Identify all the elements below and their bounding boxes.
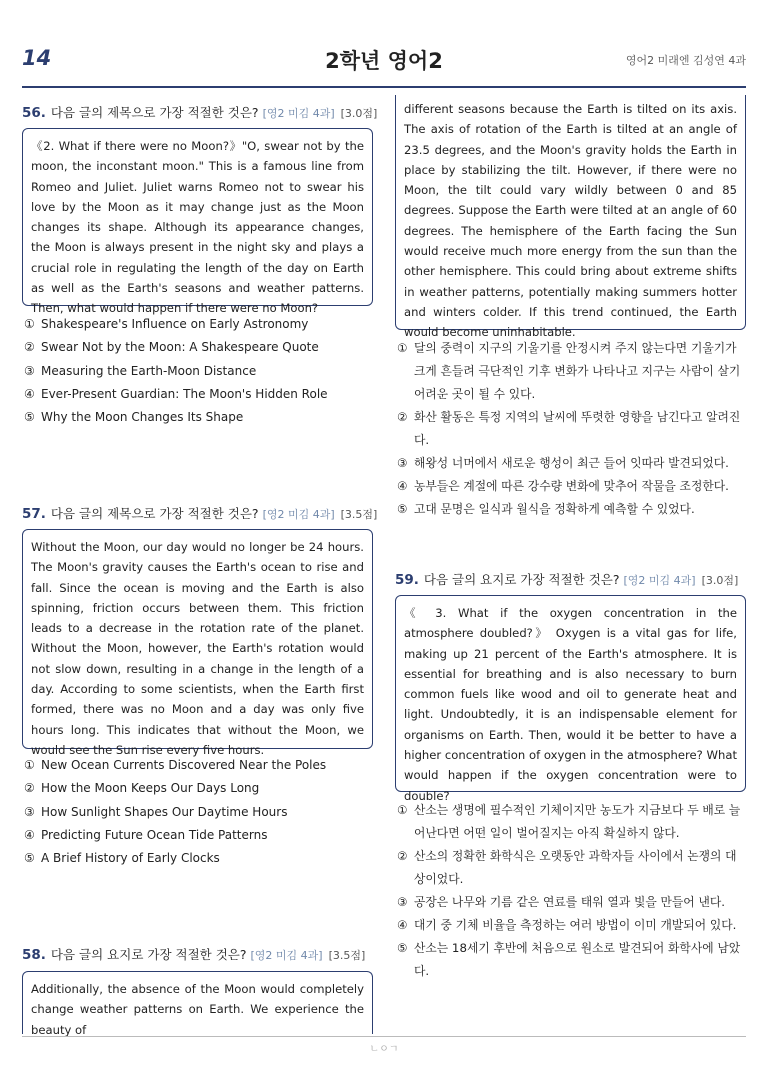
question-56-passage: 《2. What if there were no Moon?》"O, swear not by the moon, the inconstant moon." This is a famous line from Romeo and Juliet. Juliet warns Romeo not to swear his love by the Moon as it may change just as the Moon changes its shape. Although its appearance changes, the Moon is always present in the night sky and plays a crucial role in regulating the length of the day on Earth as well as the Earth's seasons and weather patterns. Then, what would happen if there were no Moon? xyxy=(22,128,373,306)
answer-option[interactable] xyxy=(397,937,747,983)
option-marker: ② xyxy=(24,340,35,355)
option-text: Why the Moon Changes Its Shape xyxy=(41,410,244,425)
option-text: 달의 중력이 지구의 기울기를 안정시켜 주지 않는다면 기울기가 크게 흔들려 극단적인 기후 변화가 나타나고 지구는 사람이 살기 어려운 곳이 될 수 있다. xyxy=(414,341,741,401)
question-text: 다음 글의 제목으로 가장 적절한 것은? xyxy=(50,506,259,521)
option-marker: ② xyxy=(24,781,35,796)
answer-option[interactable] xyxy=(24,336,374,359)
option-text: 산소의 정확한 화학식은 오랫동안 과학자들 사이에서 논쟁의 대상이었다. xyxy=(414,849,737,886)
option-marker: ④ xyxy=(24,827,35,842)
question-57-options xyxy=(24,754,374,870)
question-number: 58. xyxy=(22,947,46,963)
question-56-options xyxy=(24,313,374,429)
answer-option[interactable] xyxy=(397,475,747,498)
option-text: Shakespeare's Influence on Early Astronomy xyxy=(41,317,309,331)
option-marker: ③ xyxy=(397,895,408,909)
answer-option[interactable] xyxy=(24,754,374,777)
footer-divider xyxy=(22,1036,746,1037)
question-tag: [영2 미김 4과] xyxy=(250,949,323,962)
question-text: 다음 글의 제목으로 가장 적절한 것은? xyxy=(50,105,259,120)
option-marker: ③ xyxy=(397,456,408,470)
question-text: 다음 글의 요지로 가장 적절한 것은? xyxy=(423,572,620,587)
option-text: A Brief History of Early Clocks xyxy=(41,851,220,866)
page-title: 2학년 영어2 xyxy=(325,49,443,73)
page-number: 14 xyxy=(22,46,52,70)
option-marker: ① xyxy=(397,803,408,817)
question-points: [3.0점] xyxy=(701,574,739,587)
question-59-passage: 《 3. What if the oxygen concentration in the atmosphere doubled?》 Oxygen is a vital gas for life, making up 21 percent of the Earth's atmosphere. It is essential for breathing and is also necessary to burn common fuels like wood and oil to generate heat and light. Undoubtedly, it is an indispensable element for organisms on Earth. Then, would it be better to have a higher concentration of oxygen in the atmosphere? What would happen if the oxygen concentration were to double? xyxy=(395,595,746,792)
option-text: 대기 중 기체 비율을 측정하는 여러 방법이 이미 개발되어 있다. xyxy=(414,918,737,932)
page-header xyxy=(0,0,768,88)
question-points: [3.0점] xyxy=(340,107,378,120)
option-text: Measuring the Earth-Moon Distance xyxy=(41,363,257,378)
page-subtitle: 영어2 미래엔 김성연 4과 xyxy=(625,54,746,67)
answer-option[interactable] xyxy=(397,337,747,406)
answer-option[interactable] xyxy=(397,498,747,521)
answer-option[interactable] xyxy=(24,801,374,824)
answer-option[interactable] xyxy=(24,313,374,336)
question-58-options xyxy=(397,337,747,521)
option-marker: ③ xyxy=(24,804,35,819)
question-58-heading xyxy=(22,945,365,963)
option-marker: ① xyxy=(397,341,408,355)
answer-option[interactable] xyxy=(24,847,374,870)
question-58-passage-start: Additionally, the absence of the Moon would completely change weather patterns on Earth. We experience the beauty of xyxy=(22,971,373,1034)
option-marker: ③ xyxy=(24,363,35,378)
option-marker: ④ xyxy=(397,479,408,493)
question-text: 다음 글의 요지로 가장 적절한 것은? xyxy=(50,947,247,962)
question-points: [3.5점] xyxy=(340,508,378,521)
answer-option[interactable] xyxy=(24,777,374,800)
question-58-passage-continued: different seasons because the Earth is tilted on its axis. The axis of rotation of the Earth is tilted at an angle of 23.5 degrees, and the Moon's gravity holds the Earth in place by stabilizing the tilt. However, if there were no Moon, the tilt could vary wildly between 0 and 85 degrees. Suppose the Earth were tilted at an angle of 60 degrees. The hemisphere of the Earth facing the Sun would receive much more energy from the sun than the other hemisphere. This could bring about extreme shifts in weather patterns, potentially making summers hotter and winters colder. If this trend continued, the Earth would become uninhabitable. xyxy=(395,95,746,330)
option-text: 산소는 생명에 필수적인 기체이지만 농도가 지금보다 두 배로 늘어난다면 어떤 일이 벌어질지는 아직 확실하지 않다. xyxy=(414,803,741,840)
question-number: 56. xyxy=(22,105,46,121)
option-text: 고대 문명은 일식과 월식을 정확하게 예측할 수 있었다. xyxy=(414,502,695,516)
question-59-options xyxy=(397,799,747,983)
answer-option[interactable] xyxy=(24,824,374,847)
option-text: Ever-Present Guardian: The Moon's Hidden Role xyxy=(41,386,328,401)
answer-option[interactable] xyxy=(397,914,747,937)
question-57-passage: Without the Moon, our day would no longer be 24 hours. The Moon's gravity causes the Earth's ocean to rise and fall. Since the ocean is moving and the Earth is also spinning, friction occurs between them. This friction leads to a decrease in the rotation rate of the planet. Without the Moon, however, the Earth's rotation would not slow down, resulting in a change in the length of a day. According to some scientists, when the Earth first formed, there was no Moon and a day was only five hours long. This indicates that without the Moon, we would see the Sun rise every five hours. xyxy=(22,529,373,749)
answer-option[interactable] xyxy=(24,383,374,406)
option-marker: ④ xyxy=(397,918,408,932)
question-tag: [영2 미김 4과] xyxy=(262,107,335,120)
question-tag: [영2 미김 4과] xyxy=(262,508,335,521)
option-text: Swear Not by the Moon: A Shakespeare Quote xyxy=(41,340,319,355)
question-57-heading xyxy=(22,504,377,522)
option-marker: ② xyxy=(397,410,408,424)
option-marker: ② xyxy=(397,849,408,863)
option-text: How the Moon Keeps Our Days Long xyxy=(41,781,260,796)
question-56-heading xyxy=(22,103,377,121)
option-text: New Ocean Currents Discovered Near the Poles xyxy=(41,758,327,772)
header-divider xyxy=(22,86,746,88)
answer-option[interactable] xyxy=(397,891,747,914)
question-59-heading xyxy=(395,570,738,588)
option-text: 화산 활동은 특정 지역의 날씨에 뚜렷한 영향을 남긴다고 알려진다. xyxy=(414,410,741,447)
option-text: 해왕성 너머에서 새로운 행성이 최근 들어 잇따라 발견되었다. xyxy=(414,456,729,470)
option-text: Predicting Future Ocean Tide Patterns xyxy=(41,827,268,842)
option-marker: ① xyxy=(24,758,35,772)
question-tag: [영2 미김 4과] xyxy=(623,574,696,587)
option-marker: ⑤ xyxy=(24,410,35,425)
question-number: 57. xyxy=(22,506,46,522)
footer-mark: ㄴㅇㄱ xyxy=(369,1044,399,1055)
answer-option[interactable] xyxy=(397,845,747,891)
answer-option[interactable] xyxy=(24,406,374,429)
answer-option[interactable] xyxy=(397,799,747,845)
option-marker: ⑤ xyxy=(24,851,35,866)
answer-option[interactable] xyxy=(397,406,747,452)
option-text: 농부들은 계절에 따른 강수량 변화에 맞추어 작물을 조정한다. xyxy=(414,479,729,493)
option-text: 산소는 18세기 후반에 처음으로 원소로 발견되어 화학사에 남았다. xyxy=(414,941,741,978)
option-text: 공장은 나무와 기름 같은 연료를 태워 열과 빛을 만들어 낸다. xyxy=(414,895,725,909)
option-marker: ① xyxy=(24,317,35,331)
question-number: 59. xyxy=(395,572,419,588)
answer-option[interactable] xyxy=(397,452,747,475)
option-text: How Sunlight Shapes Our Daytime Hours xyxy=(41,804,288,819)
question-points: [3.5점] xyxy=(328,949,366,962)
option-marker: ⑤ xyxy=(397,502,408,516)
option-marker: ⑤ xyxy=(397,941,408,955)
option-marker: ④ xyxy=(24,386,35,401)
answer-option[interactable] xyxy=(24,360,374,383)
